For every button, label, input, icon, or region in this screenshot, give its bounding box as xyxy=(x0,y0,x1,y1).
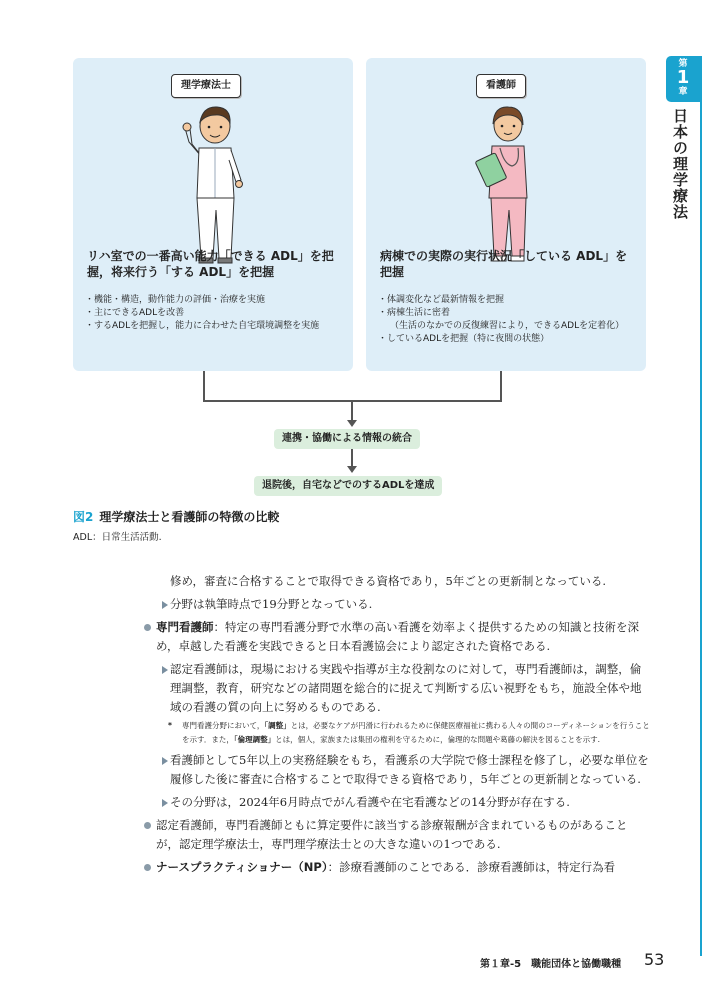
page-number: 53 xyxy=(644,950,665,969)
bullet-item: ・機能・構造，動作能力の評価・治療を実施 xyxy=(85,295,266,305)
paragraph: 認定看護師は，現場における実践や指導が主な役割なのに対して，専門看護師は，調整，倫理調整，教育，研究などの諸問題を総合的に捉えて判断する広い視野をもち，施設全体や地域の看護の質の向上に努めるものである. xyxy=(142,660,650,717)
paragraph: 看護師として5年以上の実務経験をもち，看護系の大学院で修士課程を修了し，必要な単位を履修した後に審査に合格することで取得できる資格であり，5年ごとの更新制となっている. xyxy=(142,751,650,789)
connector-down-2 xyxy=(351,449,353,467)
figure-caption xyxy=(73,508,279,525)
physical-therapist-bullets xyxy=(85,294,347,333)
body-text xyxy=(142,572,650,877)
term-definition: ：特定の専門看護分野で水準の高い看護を効率よく提供するための知識と技術を深め，卓越した看護を実践できると日本看護協会により認定された資格である. xyxy=(156,620,639,653)
nurse-card xyxy=(366,58,646,371)
footnote-text: とは，必要なケアが円滑に行われるために保健医療福祉に携わる人々の間のコーディネーションを行うことを示す．また， xyxy=(182,721,650,744)
bullet-item: ・するADLを把握し，能力に合わせた自宅環境調整を実施 xyxy=(85,321,320,331)
footnote-text: とは，個人，家族または集団の権利を守るために，倫理的な問題や葛藤の解決を図ることを示す. xyxy=(275,735,601,744)
chapter-number: 1 xyxy=(676,67,690,88)
term: ナースプラクティショナー（NP） xyxy=(156,860,328,874)
chapter-tab xyxy=(666,56,700,102)
footnote-term: 「調整」 xyxy=(264,721,291,730)
term: 専門看護師 xyxy=(156,620,214,634)
paragraph: 認定看護師，専門看護師ともに算定要件に該当する診療報酬が含まれているものがあることが，認定理学療法士，専門理学療法士との大きな違いの1つである. xyxy=(142,816,650,854)
figure-title: 理学療法士と看護師の特徴の比較 xyxy=(99,510,280,524)
nurse-label: 看護師 xyxy=(476,74,526,98)
footnote xyxy=(142,719,650,747)
figure-number: 図2 xyxy=(73,510,94,524)
connector-left xyxy=(203,371,205,401)
nurse-illustration xyxy=(474,98,544,268)
paragraph: 分野は執筆時点で19分野となっている. xyxy=(142,595,650,614)
chapter-title: 日本の理学療法 xyxy=(671,108,689,220)
arrow-down-icon xyxy=(347,466,357,473)
term-definition: ：診療看護師のことである．診療看護師は，特定行為看 xyxy=(327,860,616,874)
chapter-edge-line xyxy=(700,56,702,956)
bullet-item: ・主にできるADLを改善 xyxy=(85,308,185,318)
chapter-prefix: 第 xyxy=(678,59,688,69)
bullet-item: ・病棟生活に密着 xyxy=(378,308,451,318)
figure-note: ADL：日常生活活動. xyxy=(73,532,162,543)
nurse-bullets xyxy=(378,294,640,346)
bullet-item: ・しているADLを把握（特に夜間の状態） xyxy=(378,334,550,344)
nurse-headline: 病棟での実際の実行状況「している ADL」を把握 xyxy=(380,249,628,279)
paragraph: 修め，審査に合格することで取得できる資格であり，5年ごとの更新制となっている. xyxy=(170,574,607,588)
paragraph xyxy=(142,618,650,656)
bullet-item: （生活のなかでの反復練習により，できるADLを定着化） xyxy=(390,321,625,331)
chapter-suffix: 章 xyxy=(678,87,688,97)
paragraph xyxy=(142,858,650,877)
connector-down-1 xyxy=(351,401,353,421)
running-footer: 第１章-5 職能団体と協働職種 xyxy=(480,959,622,970)
footnote-term: 「倫理調整」 xyxy=(233,735,276,744)
physical-therapist-headline: リハ室での一番高い能力「できる ADL」を把握，将来行う「する ADL」を把握 xyxy=(87,249,334,279)
achievement-box: 退院後，自宅などでのするADLを達成 xyxy=(254,476,442,496)
integration-box: 連携・協働による情報の統合 xyxy=(274,429,420,449)
bullet-item: ・体調変化など最新情報を把握 xyxy=(378,295,505,305)
physical-therapist-illustration xyxy=(179,98,249,268)
physical-therapist-card xyxy=(73,58,353,371)
arrow-down-icon xyxy=(347,420,357,427)
paragraph: その分野は，2024年6月時点でがん看護や在宅看護などの14分野が存在する. xyxy=(142,793,650,812)
connector-right xyxy=(500,371,502,401)
physical-therapist-label: 理学療法士 xyxy=(171,74,241,98)
footnote-text: 専門看護分野において， xyxy=(182,721,265,730)
